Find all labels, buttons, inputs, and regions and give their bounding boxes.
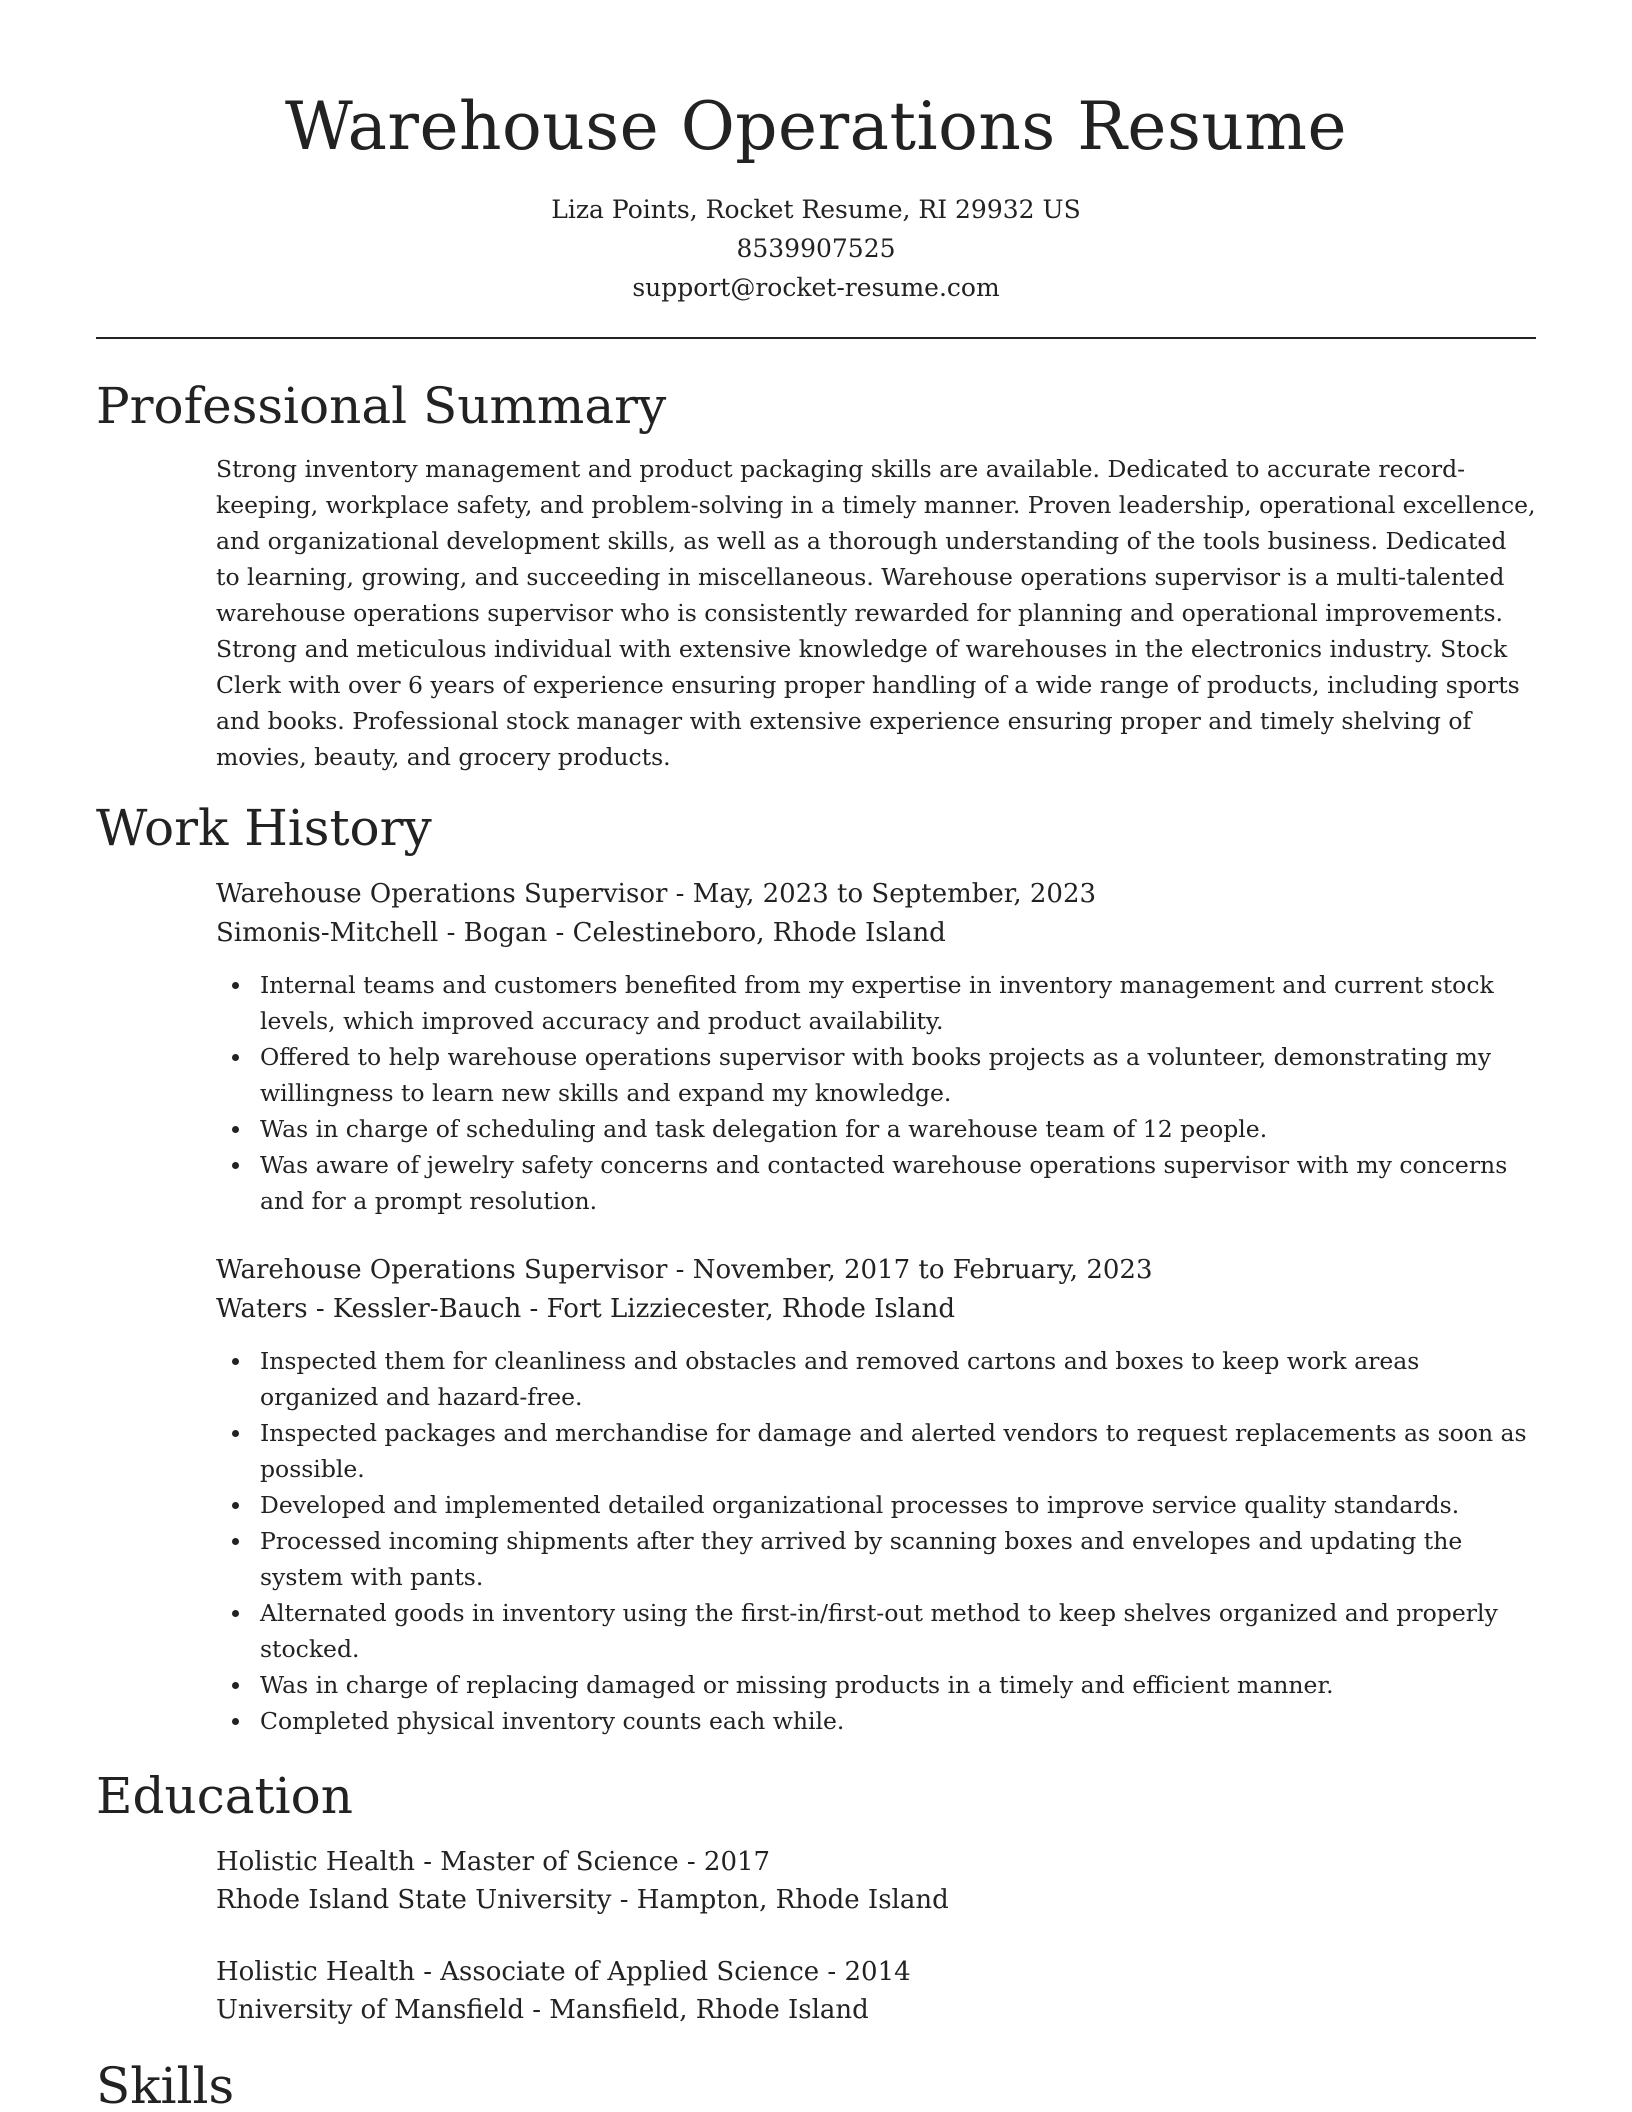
list-item: Internal teams and customers benefited from my expertise in inventory management and current stock levels, which improved accuracy and product availability. (216, 967, 1536, 1039)
list-item: Completed physical inventory counts each while. (216, 1703, 1536, 1739)
job-company-line (216, 914, 1536, 953)
work-section-title: Work History (96, 799, 432, 857)
list-item: Inspected packages and merchandise for damage and alerted vendors to request replacements as soon as possible. (216, 1415, 1536, 1487)
resume-page (96, 0, 1536, 2112)
job-title-line (216, 875, 1536, 914)
job-company: Waters - Kessler-Bauch (216, 1294, 522, 1324)
job-entry (216, 875, 1536, 1219)
education-degree-line (216, 1953, 1536, 1991)
job-dates: - May, 2023 to September, 2023 (667, 879, 1097, 909)
job-company-line (216, 1290, 1536, 1329)
summary-text: Strong inventory management and product packaging skills are available. Dedicated to accurate record-keeping, workplace safety, and problem-solving in a timely manner. Proven leadership, operational excellence, and organizational development skills, as well as a thorough understanding of the tools business. Dedicated to learning, growing, and succeeding in miscellaneous. Warehouse operations supervisor is a multi-talented warehouse operations supervisor who is consistently rewarded for planning and operational improvements. Strong and meticulous individual with extensive knowledge of warehouses in the electronics industry. Stock Clerk with over 6 years of experience ensuring proper handling of a wide range of products, including sports and books. Professional stock manager with extensive experience ensuring proper and timely shelving of movies, beauty, and grocery products. (216, 455, 1536, 771)
education-year: - 2017 (678, 1847, 771, 1877)
skills-section-title: Skills (96, 2057, 235, 2112)
contact-email: support@rocket-resume.com (632, 273, 1000, 302)
list-item: Offered to help warehouse operations supervisor with books projects as a volunteer, demonstrating my willingness to learn new skills and expand my knowledge. (216, 1039, 1536, 1111)
list-item: Inspected them for cleanliness and obstacles and removed cartons and boxes to keep work areas organized and hazard-free. (216, 1343, 1536, 1415)
job-dates: - November, 2017 to February, 2023 (667, 1255, 1153, 1285)
job-location: - Fort Lizziecester, Rhode Island (521, 1294, 955, 1324)
contact-phone: 8539907525 (736, 234, 896, 263)
education-degree: Holistic Health - Master of Science (216, 1847, 679, 1877)
contact-address: Liza Points, Rocket Resume, RI 29932 US (551, 195, 1081, 224)
job-company: Simonis-Mitchell - Bogan (216, 918, 548, 948)
job-bullet-list (216, 1343, 1536, 1739)
education-entry (216, 1953, 1536, 2029)
list-item: Was aware of jewelry safety concerns and contacted warehouse operations supervisor with my concerns and for a prompt resolution. (216, 1147, 1536, 1219)
education-location: - Mansfield, Rhode Island (523, 1995, 869, 2025)
education-school: University of Mansfield (216, 1995, 524, 2025)
resume-header (96, 0, 1536, 307)
education-year: - 2014 (819, 1957, 911, 1987)
list-item: Processed incoming shipments after they arrived by scanning boxes and envelopes and updating the system with pants. (216, 1523, 1536, 1595)
resume-title: Warehouse Operations Resume (284, 88, 1348, 165)
summary-section-title: Professional Summary (96, 377, 667, 435)
education-degree: Holistic Health - Associate of Applied Science (216, 1957, 820, 1987)
header-divider (96, 337, 1536, 339)
list-item: Alternated goods in inventory using the first-in/first-out method to keep shelves organized and properly stocked. (216, 1595, 1536, 1667)
job-location: - Celestineboro, Rhode Island (547, 918, 946, 948)
list-item: Developed and implemented detailed organizational processes to improve service quality standards. (216, 1487, 1536, 1523)
education-location: - Hampton, Rhode Island (611, 1885, 949, 1915)
education-school: Rhode Island State University (216, 1885, 612, 1915)
job-title: Warehouse Operations Supervisor (216, 879, 668, 909)
education-school-line (216, 1881, 1536, 1919)
education-entry (216, 1843, 1536, 1919)
education-school-line (216, 1991, 1536, 2029)
job-entry (216, 1251, 1536, 1739)
education-section-title: Education (96, 1767, 353, 1825)
job-bullet-list (216, 967, 1536, 1219)
contact-block (96, 190, 1536, 307)
list-item: Was in charge of scheduling and task delegation for a warehouse team of 12 people. (216, 1111, 1536, 1147)
education-degree-line (216, 1843, 1536, 1881)
job-title-line (216, 1251, 1536, 1290)
job-title: Warehouse Operations Supervisor (216, 1255, 668, 1285)
list-item: Was in charge of replacing damaged or missing products in a timely and efficient manner. (216, 1667, 1536, 1703)
